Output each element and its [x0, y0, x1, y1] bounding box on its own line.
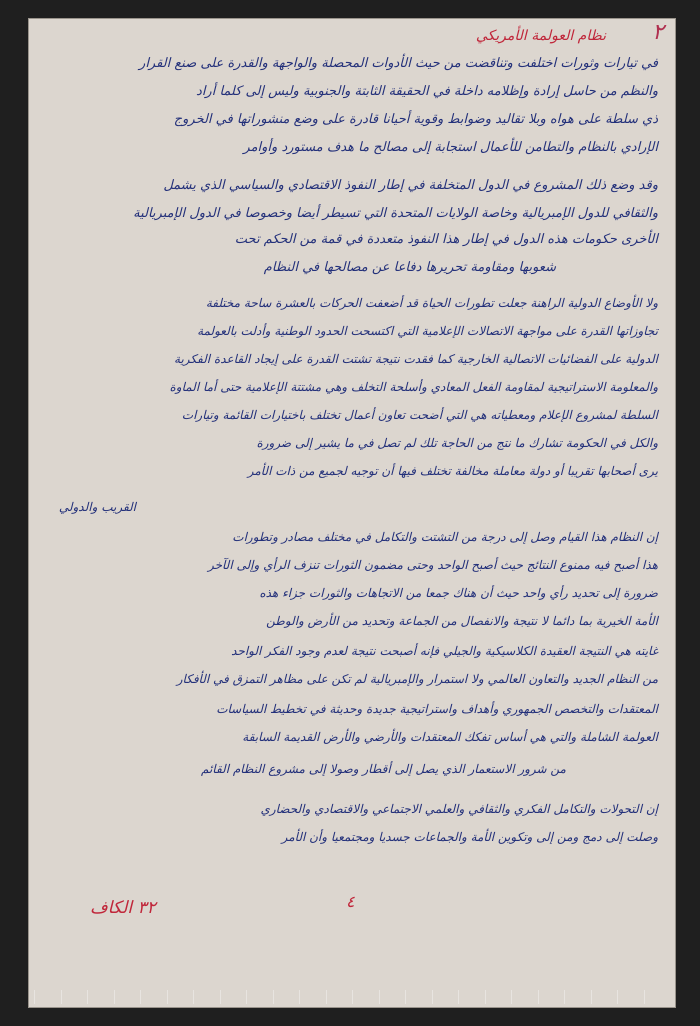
handwritten-line: السلطة لمشروع الإعلام ومعطياته هي التي أضحت تعاون أعمال تختلف باختيارات القائمة وتيارات: [181, 408, 658, 422]
handwritten-line: والثقافي للدول الإمبريالية وخاصة الولايات المتحدة التي تسيطر أيضا وخصوصا في الدول الإمبريالية: [133, 206, 658, 221]
page-number-bottom: ٤: [346, 892, 355, 911]
page-number-top: ٢: [652, 20, 664, 45]
handwritten-line: المعتقدات والتخصص الجمهوري وأهداف واستراتيجية جديدة وحديثة في تخطيط السياسات: [216, 702, 658, 716]
handwritten-line: والنظم من حاسل إرادة وإظلامه داخلة في الحقيقة الثابتة والجنوبية وليس إلى كلما أراد: [196, 84, 658, 99]
handwritten-line: من النظام الجديد والتعاون العالمي ولا استمرار والإمبريالية لم تكن على مظاهر التمزق في الأفكار: [176, 672, 658, 686]
handwritten-line: في تيارات وثورات اختلفت وتناقضت من حيث الأدوات المحصلة والواجهة والقدرة على صنع القرار: [139, 56, 658, 71]
bottom-left-note: ٣٢ الكاف: [90, 898, 156, 918]
handwritten-line: وقد وضع ذلك المشروع في الدول المتخلفة في إطار النفوذ الاقتصادي والسياسي الذي يشمل: [163, 178, 658, 193]
handwritten-line: إن التحولات والتكامل الفكري والثقافي والعلمي الاجتماعي والاقتصادي والحضاري: [260, 802, 658, 816]
header-note: نظام العولمة الأمريكي: [475, 28, 606, 44]
handwritten-line: ولا الأوضاع الدولية الراهنة جعلت تطورات الحياة قد أضعفت الحركات بالعشرة ساحة مختلفة: [205, 296, 658, 310]
handwritten-line: الإرادي بالنظام والتطامن للأعمال استجابة إلى مصالح ما هدف مستورد وأوامر: [243, 140, 658, 155]
handwritten-line: هذا أصبح فيه ممنوع النتائج حيث أصبح الواحد وحتى مضمون الثورات تنزف الرأي وإلى الآخر: [207, 558, 658, 572]
handwritten-line: يرى أصحابها تقريبا أو دولة معاملة مخالفة تختلف فيها أن توجيه لجميع من ذات الأمر: [247, 464, 658, 478]
handwritten-line: من شرور الاستعمار الذي يصل إلى أقطار وصولا إلى مشروع النظام القائم: [200, 762, 566, 776]
handwritten-line: وصلت إلى دمج ومن إلى وتكوين الأمة والجماعات جسديا ومجتمعيا وأن الأمر: [281, 830, 658, 844]
handwritten-line: غايته هي النتيجة العقيدة الكلاسيكية والجيلي فإنه أصبحت نتيجة لعدم وجود الفكر الواحد: [231, 644, 658, 658]
handwritten-line: الأخرى حكومات هذه الدول في إطار هذا النفوذ متعددة في قمة من الحكم تحت: [234, 232, 658, 247]
handwritten-line: العولمة الشاملة والتي هي أساس تفكك المعتقدات والأرضي والأرض القديمة السابقة: [242, 730, 658, 744]
measurement-strip: [34, 990, 670, 1004]
handwritten-line: الدولية على الفضائيات الاتصالية الخارجية كما فقدت نتيجة تشتت القدرة على إيجاد القاعدة الفكرية: [174, 352, 658, 366]
handwritten-line: شعوبها ومقاومة تحريرها دفاعا عن مصالحها في النظام: [263, 260, 556, 275]
handwritten-line: القريب والدولي: [58, 500, 136, 514]
handwritten-line: ذي سلطة على هواه وبلا تقاليد وضوابط وقوية أحيانا قادرة على وضع منشوراتها في الخروج: [173, 112, 658, 127]
handwritten-line: إن النظام هذا القيام وصل إلى درجة من التشتت والتكامل في مختلف مصادر وتطورات: [232, 530, 658, 544]
handwritten-line: الأمة الخيرية بما دائما لا نتيجة والانفصال من الجماعة وتحديد من الأرض والوطن: [266, 614, 658, 628]
handwritten-line: والكل في الحكومة تشارك ما نتج من الحاجة تلك لم تصل في ما يشير إلى ضرورة: [256, 436, 658, 450]
handwritten-line: تجاوزاتها القدرة على مواجهة الاتصالات الإعلامية التي اكتسحت الحدود الوطنية وأدلت بالعولمة: [197, 324, 658, 338]
handwritten-line: ضرورة إلى تحديد رأي واحد حيث أن هناك جمعا من الاتجاهات والثورات جزاء هذه: [259, 586, 658, 600]
manuscript-page: [28, 18, 676, 1008]
handwritten-line: والمعلومة الاستراتيجية لمقاومة الفعل المعادي وأسلحة التخلف وهي مشتتة الإعلامية حتى أما الماوة: [169, 380, 658, 394]
